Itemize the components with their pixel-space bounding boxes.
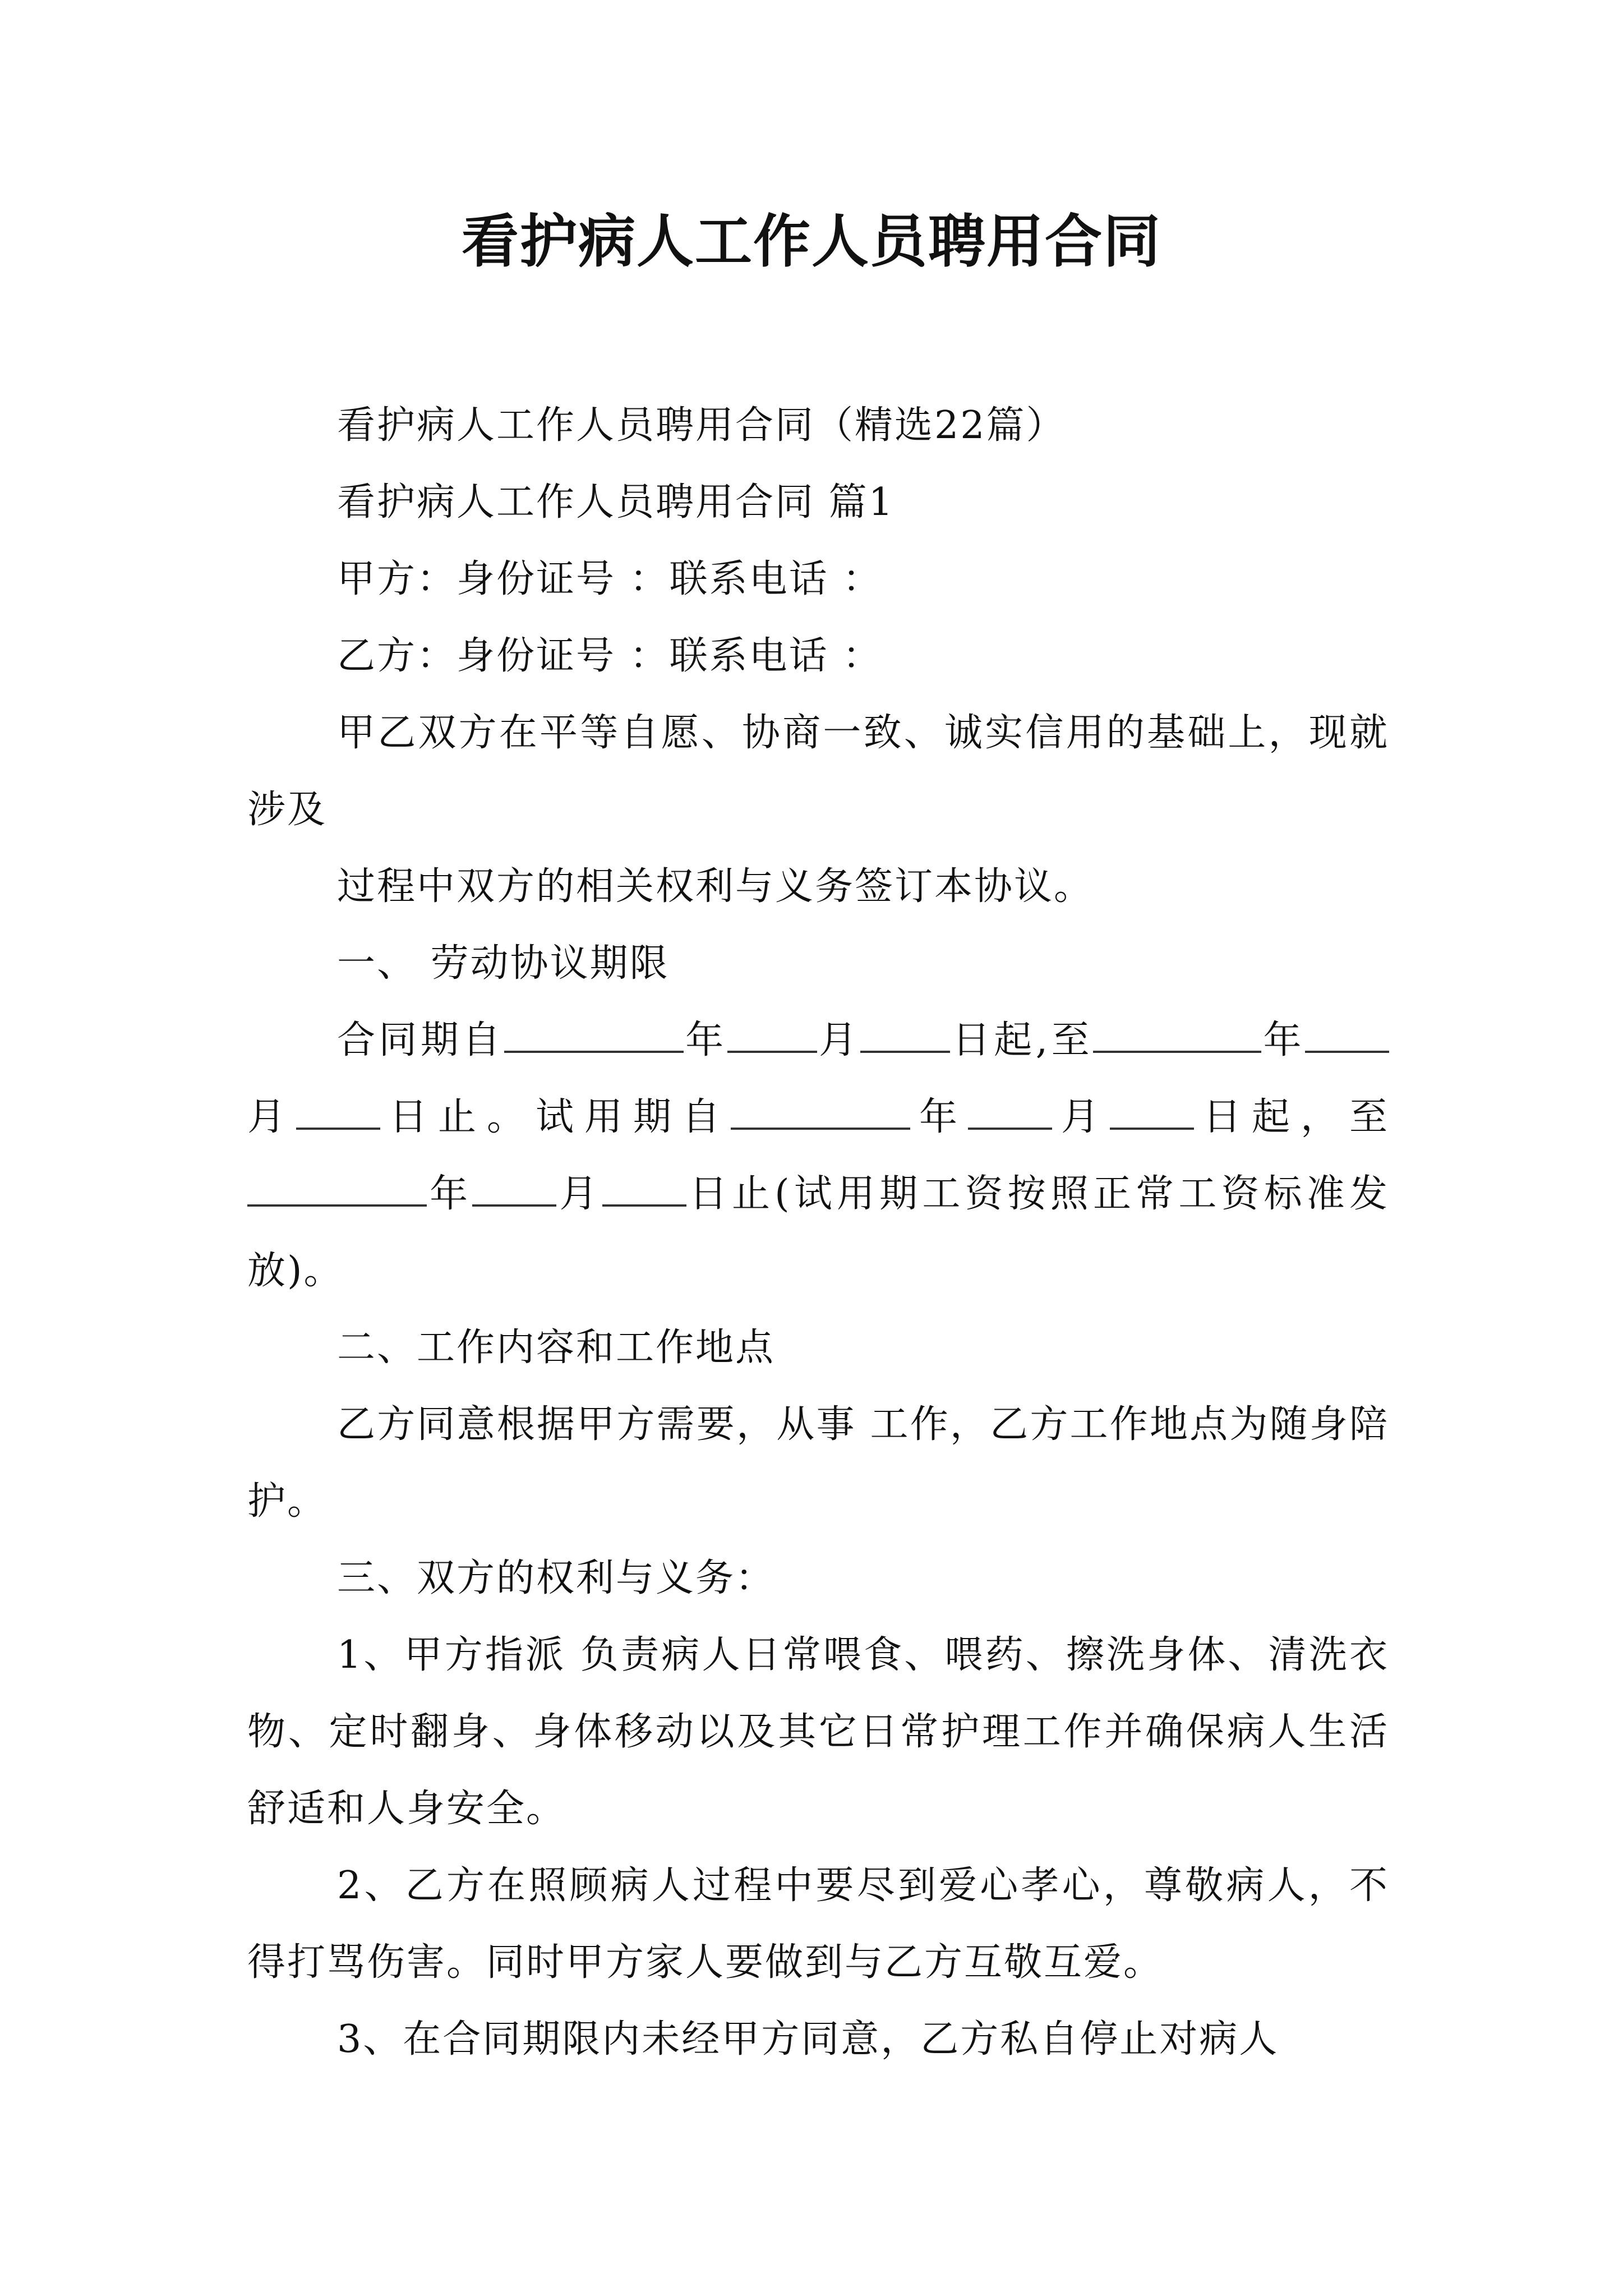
blank-start-year[interactable] <box>504 1045 684 1053</box>
blank-trial-start-month[interactable] <box>968 1122 1052 1130</box>
term-text: 日止(试用期工资按照正常工资标准发放)。 <box>247 1172 1389 1293</box>
clause-heading-work: 二、工作内容和工作地点 <box>337 1326 776 1370</box>
blank-start-day[interactable] <box>860 1045 950 1053</box>
party-b-line: 乙方：身份证号 ：联系电话 ： <box>337 634 883 678</box>
rights-item-3: 3、在合同期限内未经甲方同意，乙方私自停止对病人 <box>337 2017 1279 2062</box>
blank-start-month[interactable] <box>727 1045 817 1053</box>
section-heading: 看护病人工作人员聘用合同 篇1 <box>337 480 895 524</box>
term-text: 月 <box>1052 1095 1110 1139</box>
contract-term-paragraph <box>247 1002 1389 1309</box>
term-text: 日止。试用期自 <box>380 1095 731 1139</box>
blank-trial-end-day[interactable] <box>602 1199 686 1207</box>
preamble-continued: 过程中双方的相关权利与义务签订本协议。 <box>337 864 1094 909</box>
clause-heading-rights: 三、双方的权利与义务： <box>337 1556 776 1600</box>
work-content-paragraph: 乙方同意根据甲方需要，从事 工作，乙方工作地点为随身陪护。 <box>247 1402 1389 1524</box>
document-title: 看护病人工作人员聘用合同 <box>462 209 1161 275</box>
term-text: 年 <box>1261 1018 1305 1062</box>
blank-end-year[interactable] <box>1093 1045 1261 1053</box>
party-a-line: 甲方：身份证号 ：联系电话 ： <box>337 557 883 601</box>
term-text: 月 <box>817 1018 861 1062</box>
document-body <box>247 387 1389 2078</box>
preamble-paragraph: 甲乙双方在平等自愿、协商一致、诚实信用的基础上，现就涉及 <box>247 711 1389 832</box>
term-text: 年 <box>910 1095 968 1139</box>
term-text: 月 <box>247 1095 296 1139</box>
blank-trial-start-year[interactable] <box>731 1122 910 1130</box>
blank-end-day[interactable] <box>296 1122 380 1130</box>
term-text: 日起,至 <box>950 1018 1094 1062</box>
blank-trial-end-month[interactable] <box>472 1199 556 1207</box>
rights-item-1: 1、甲方指派 负责病人日常喂食、喂药、擦洗身体、清洗衣物、定时翻身、身体移动以及其它日常护理工作并确保病人生活舒适和人身安全。 <box>247 1633 1389 1831</box>
term-text: 合同期自 <box>337 1018 504 1062</box>
term-text: 月 <box>556 1172 602 1216</box>
term-text: 日起，至 <box>1193 1095 1389 1139</box>
rights-item-2: 2、乙方在照顾病人过程中要尽到爱心孝心，尊敬病人，不得打骂伤害。同时甲方家人要做到与乙方互敬互爱。 <box>247 1864 1389 1985</box>
blank-trial-end-year[interactable] <box>247 1199 427 1207</box>
subtitle-paragraph: 看护病人工作人员聘用合同（精选22篇） <box>337 403 1066 448</box>
term-text: 年 <box>683 1018 727 1062</box>
blank-end-month[interactable] <box>1305 1045 1389 1053</box>
clause-heading-term: 一、 劳动协议期限 <box>337 941 670 986</box>
blank-trial-start-day[interactable] <box>1110 1122 1194 1130</box>
term-text: 年 <box>427 1172 473 1216</box>
